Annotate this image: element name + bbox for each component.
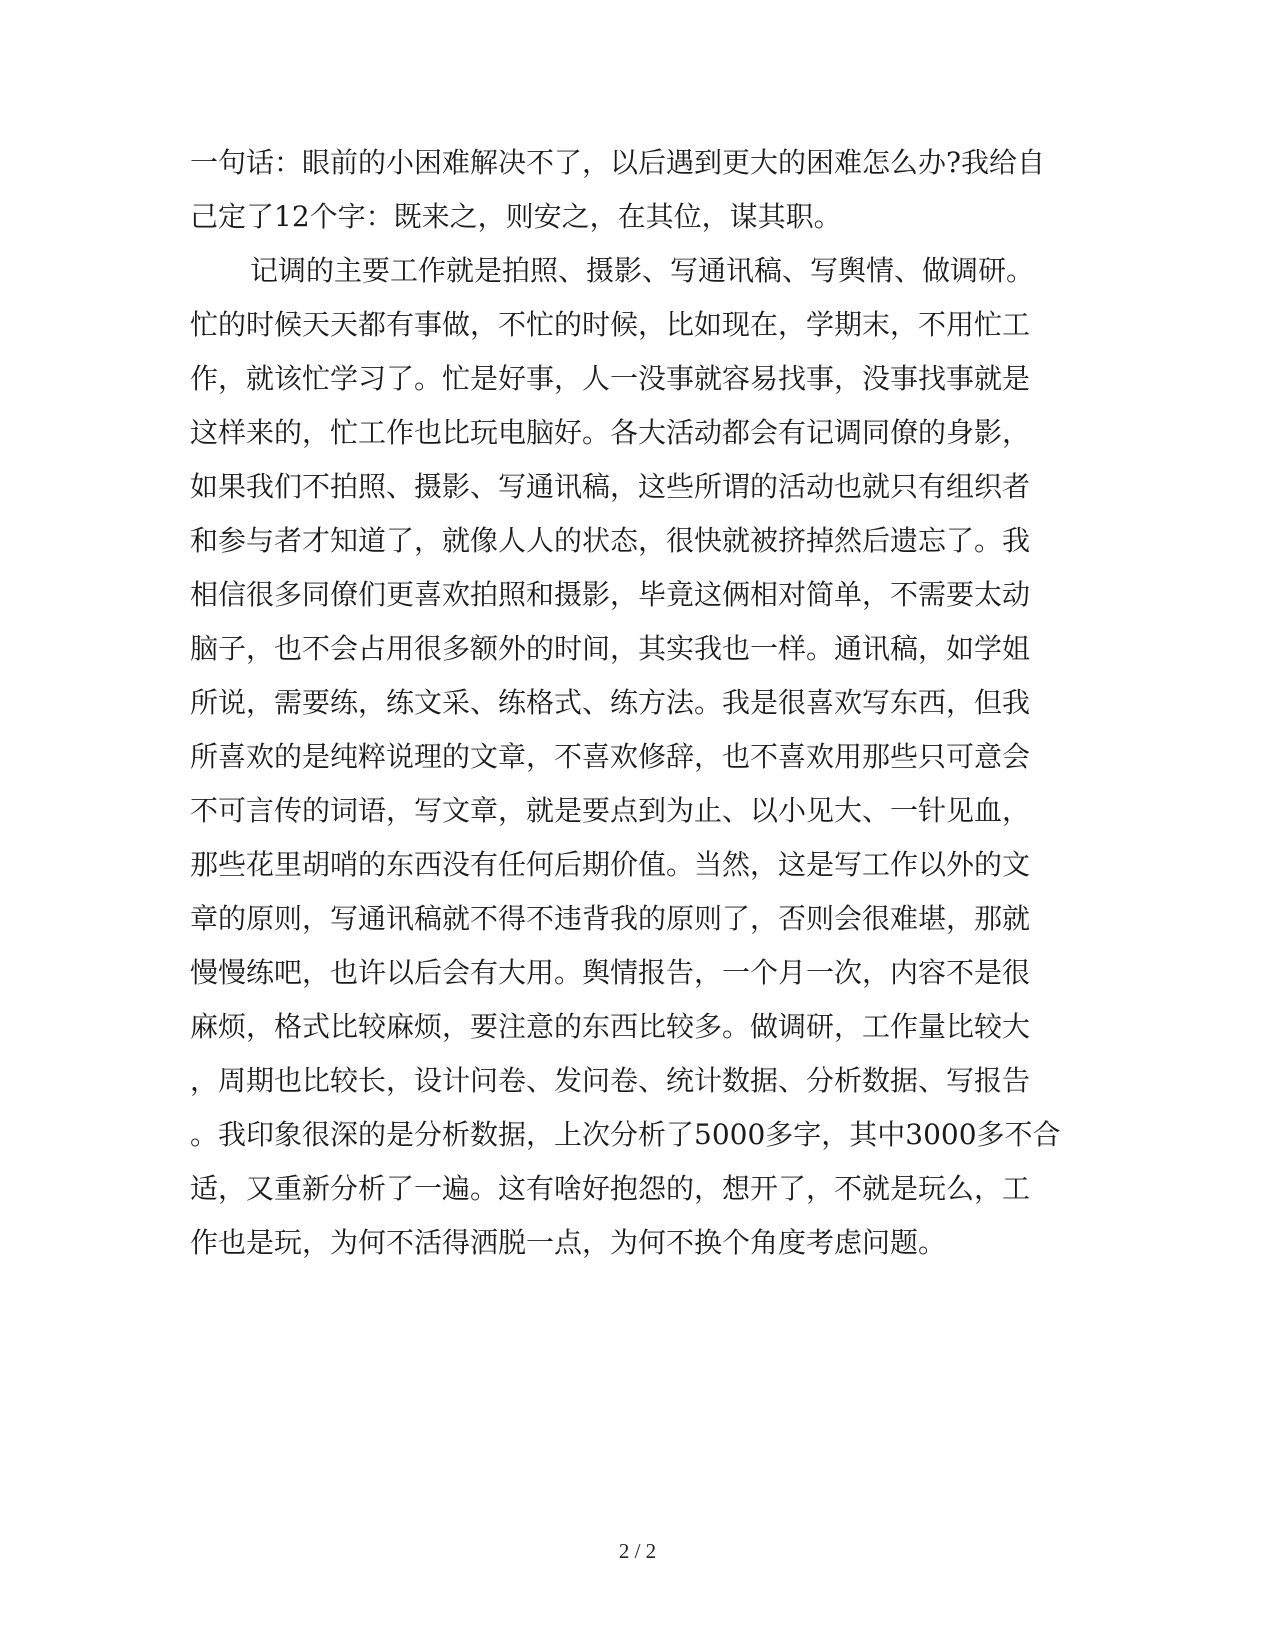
text-line: 己定了12个字：既来之，则安之，在其位，谋其职。 xyxy=(190,200,842,233)
text-line: ，周期也比较长，设计问卷、发问卷、统计数据、分析数据、写报告 xyxy=(190,1064,1031,1097)
text-line: 和参与者才知道了，就像人人的状态，很快就被挤掉然后遗忘了。我 xyxy=(190,524,1031,557)
text-line: 章的原则，写通讯稿就不得不违背我的原则了，否则会很难堪，那就 xyxy=(190,902,1031,935)
page-number: 2 / 2 xyxy=(618,1539,657,1563)
text-line: 所喜欢的是纯粹说理的文章，不喜欢修辞，也不喜欢用那些只可意会 xyxy=(190,740,1031,773)
paragraph-first-line: 记调的主要工作就是拍照、摄影、写通讯稿、写舆情、做调研。 xyxy=(250,254,1035,287)
text-line: 这样来的，忙工作也比玩电脑好。各大活动都会有记调同僚的身影， xyxy=(190,416,1031,449)
text-line: 如果我们不拍照、摄影、写通讯稿，这些所谓的活动也就只有组织者 xyxy=(190,470,1031,503)
text-line: 麻烦，格式比较麻烦，要注意的东西比较多。做调研，工作量比较大 xyxy=(190,1010,1031,1043)
text-line: 相信很多同僚们更喜欢拍照和摄影，毕竟这俩相对简单，不需要太动 xyxy=(190,578,1031,611)
text-line: 忙的时候天天都有事做，不忙的时候，比如现在，学期末，不用忙工 xyxy=(190,308,1031,341)
text-line: 慢慢练吧，也许以后会有大用。舆情报告，一个月一次，内容不是很 xyxy=(190,956,1031,989)
text-line: 。我印象很深的是分析数据，上次分析了5000多字，其中3000多不合 xyxy=(190,1118,1061,1151)
text-line: 所说，需要练，练文采、练格式、练方法。我是很喜欢写东西，但我 xyxy=(190,686,1031,719)
text-line: 那些花里胡哨的东西没有任何后期价值。当然，这是写工作以外的文 xyxy=(190,848,1031,881)
text-line: 适，又重新分析了一遍。这有啥好抱怨的，想开了，不就是玩么，工 xyxy=(190,1172,1031,1205)
text-line: 脑子，也不会占用很多额外的时间，其实我也一样。通讯稿，如学姐 xyxy=(190,632,1031,665)
text-line: 不可言传的词语，写文章，就是要点到为止、以小见大、一针见血， xyxy=(190,794,1031,827)
text-line: 一句话：眼前的小困难解决不了，以后遇到更大的困难怎么办?我给自 xyxy=(190,146,1046,179)
text-line: 作，就该忙学习了。忙是好事，人一没事就容易找事，没事找事就是 xyxy=(190,362,1031,395)
text-line: 作也是玩，为何不活得洒脱一点，为何不换个角度考虑问题。 xyxy=(190,1226,947,1259)
